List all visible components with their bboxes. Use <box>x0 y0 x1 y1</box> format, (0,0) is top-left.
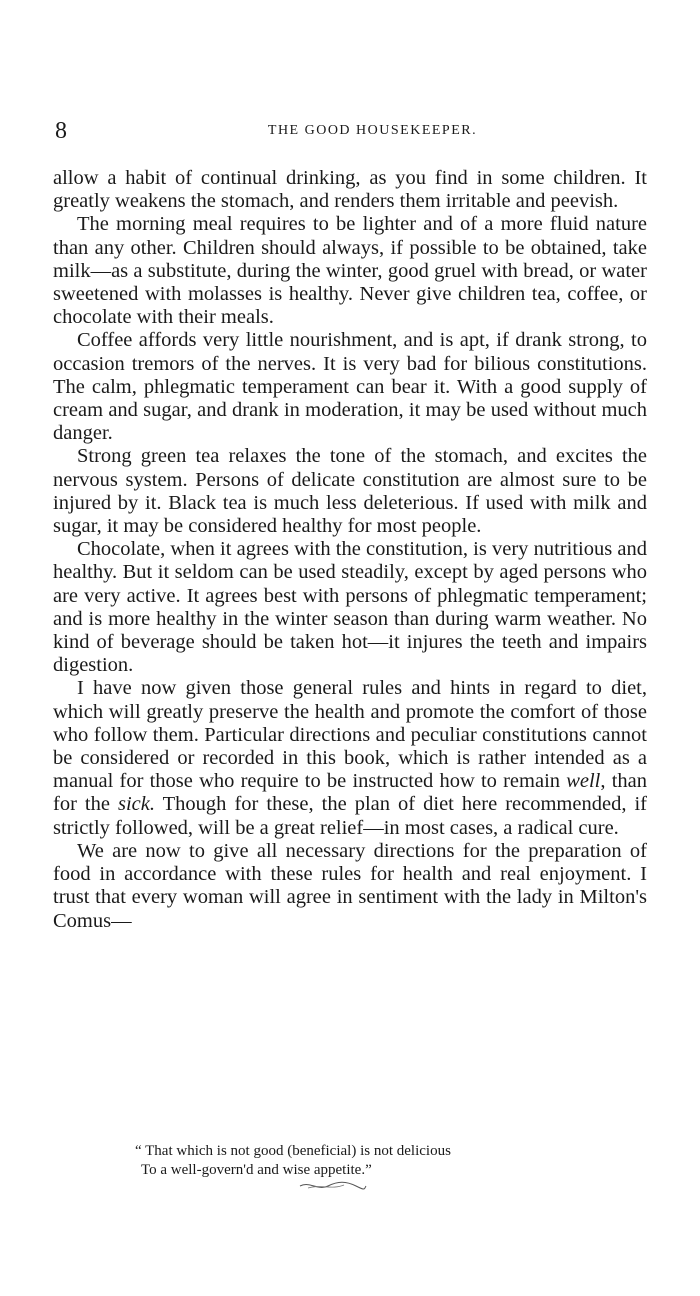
body-text <box>53 167 647 933</box>
quote-line-1: “ That which is not good (beneficial) is not delicious <box>135 1143 451 1159</box>
paragraph-6-part-a: I have now given those general rules and hints in regard to diet, which will greatly preserve the health and promote the comfort of those who follow them. Particular directions and peculiar constitutions cannot be considered or recorded in this book, which is rather intended as a manual for those who require to be instructed how to remain <box>53 677 647 793</box>
page-number: 8 <box>55 118 67 144</box>
paragraph-1: allow a habit of continual drinking, as you find in some children. It greatly weakens the stomach, and renders them irritable and peevish. <box>53 167 647 213</box>
quote-line-2: To a well-govern'd and wise appetite.” <box>141 1162 372 1178</box>
paragraph-7: We are now to give all necessary directions for the preparation of food in accordance with these rules for health and real enjoyment. I trust that every woman will agree in sentiment with the lady in Milton's Comus— <box>53 839 647 932</box>
page-header <box>55 117 650 147</box>
paragraph-4: Strong green tea relaxes the tone of the stomach, and excites the nervous system. Persons of delicate constitution are almost sure to be injured by it. Black tea is much less deleterious. If used with milk and sugar, it may be considered healthy for most people. <box>53 445 647 538</box>
paragraph-2: The morning meal requires to be lighter and of a more fluid nature than any other. Children should always, if possible to be obtained, take milk—as a substitute, during the winter, good gruel with bread, or water sweetened with molasses is healthy. Never give children tea, coffee, or chocolate with their meals. <box>53 213 647 329</box>
block-quote <box>135 1142 595 1180</box>
running-title: THE GOOD HOUSEKEEPER. <box>267 123 478 138</box>
paragraph-6 <box>53 677 647 839</box>
paragraph-5: Chocolate, when it agrees with the constitution, is very nutritious and healthy. But it seldom can be used steadily, except by aged persons who are very active. It agrees best with persons of phlegmatic temperament; and is more healthy in the winter season than during warm weather. No kind of beverage should be taken hot—it injures the teeth and impairs digestion. <box>53 538 647 677</box>
ornament-flourish <box>298 1180 368 1192</box>
paragraph-6-part-c: Though for these, the plan of diet here recommended, if strictly followed, will be a great relief—in most cases, a radical cure. <box>53 793 647 839</box>
paragraph-3: Coffee affords very little nourishment, and is apt, if drank strong, to occasion tremors of the nerves. It is very bad for bilious constitutions. The calm, phlegmatic temperament can bear it. With a good supply of cream and sugar, and drank in moderation, it may be used without much danger. <box>53 329 647 445</box>
paragraph-6-part-b: , than for the <box>53 770 647 816</box>
emphasis-sick: sick. <box>118 793 155 816</box>
emphasis-well: well <box>566 770 601 793</box>
